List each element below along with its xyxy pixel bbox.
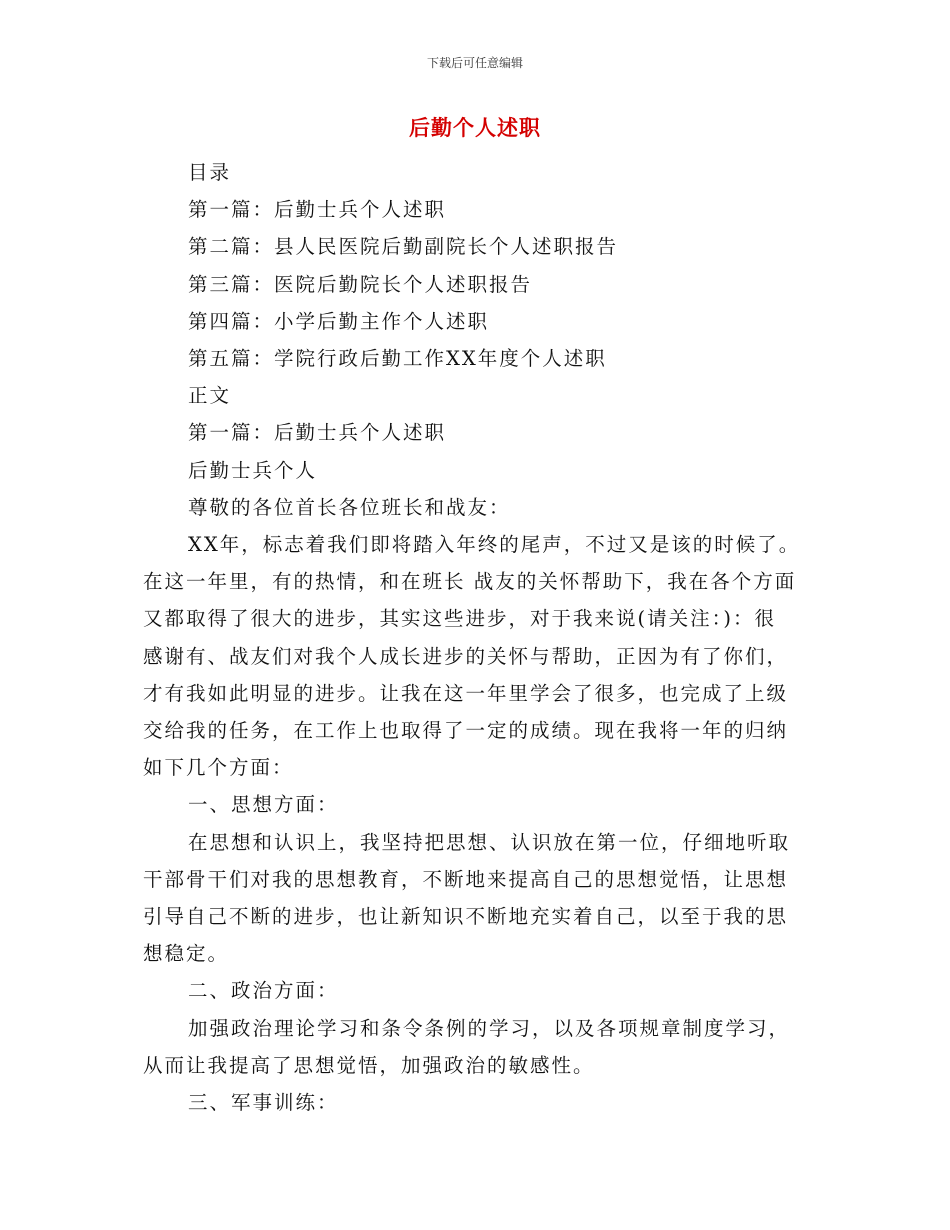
- document-title: 后勤个人述职: [409, 115, 541, 140]
- paragraph-line: 又都取得了很大的进步，其实这些进步，对于我来说(请关注：)：很: [143, 607, 776, 630]
- paragraph-line: 如下几个方面：: [143, 756, 294, 779]
- part-subtitle: 后勤士兵个人: [188, 459, 318, 482]
- body-heading: 正文: [188, 384, 232, 407]
- section-title: 三、军事训练：: [188, 1091, 339, 1114]
- toc-item: 第三篇：医院后勤院长个人述职报告: [188, 273, 533, 296]
- paragraph-line: 想稳定。: [143, 942, 230, 965]
- toc-item: 第四篇：小学后勤主作个人述职: [188, 310, 490, 333]
- greeting: 尊敬的各位首长各位班长和战友：: [188, 496, 511, 519]
- paragraph-line: 感谢有、战友们对我个人成长进步的关怀与帮助，正因为有了你们，: [143, 645, 789, 668]
- paragraph-line: 加强政治理论学习和条令条例的学习，以及各项规章制度学习，: [188, 1017, 791, 1040]
- part-title: 第一篇：后勤士兵个人述职: [188, 421, 447, 444]
- paragraph-line: 在思想和认识上，我坚持把思想、认识放在第一位，仔细地听取: [188, 831, 791, 854]
- paragraph-line: 在这一年里，有的热情，和在班长 战友的关怀帮助下，我在各个方面: [143, 570, 797, 593]
- section-title: 二、政治方面：: [188, 979, 339, 1002]
- paragraph-line: 交给我的任务，在工作上也取得了一定的成绩。现在我将一年的归纳: [143, 719, 789, 742]
- section-title: 一、思想方面：: [188, 793, 339, 816]
- toc-item: 第二篇：县人民医院后勤副院长个人述职报告: [188, 235, 619, 258]
- paragraph-line: XX年，标志着我们即将踏入年终的尾声，不过又是该的时候了。: [188, 533, 801, 556]
- paragraph-line: 才有我如此明显的进步。让我在这一年里学会了很多，也完成了上级: [143, 682, 789, 705]
- toc-item: 第五篇：学院行政后勤工作XX年度个人述职: [188, 347, 607, 370]
- page-header: 下载后可任意编辑: [426, 56, 523, 70]
- paragraph-line: 从而让我提高了思想觉悟，加强政治的敏感性。: [143, 1054, 595, 1077]
- paragraph-line: 干部骨干们对我的思想教育，不断地来提高自己的思想觉悟，让思想: [143, 868, 789, 891]
- toc-heading: 目录: [188, 161, 232, 184]
- paragraph-line: 引导自己不断的进步，也让新知识不断地充实着自己，以至于我的思: [143, 905, 789, 928]
- toc-item: 第一篇：后勤士兵个人述职: [188, 198, 447, 221]
